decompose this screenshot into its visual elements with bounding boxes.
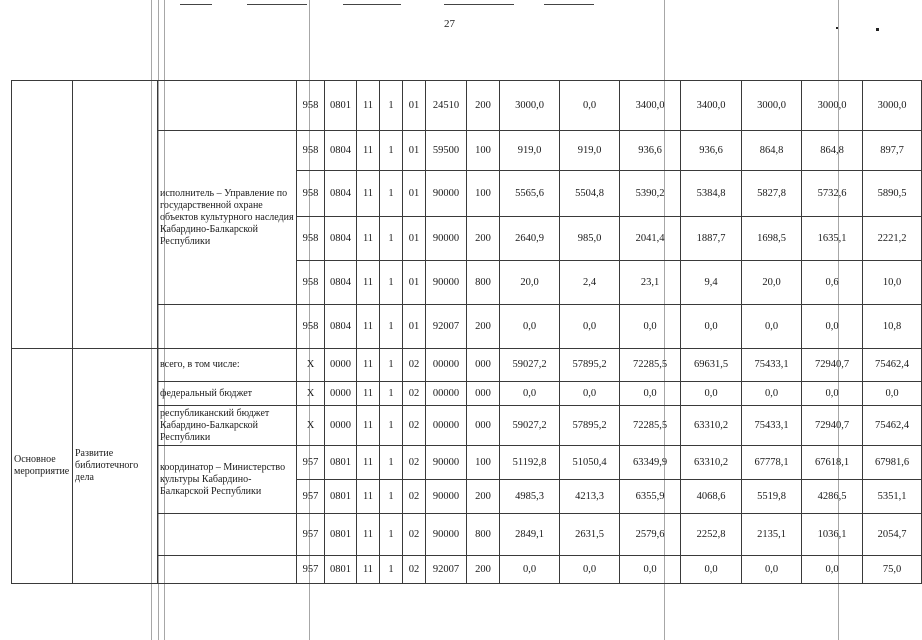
- table-cell: 10,0: [863, 261, 922, 305]
- table-cell: 1: [380, 514, 403, 556]
- table-cell: 100: [467, 446, 500, 480]
- table-cell: 02: [403, 556, 426, 584]
- table-cell: 0,0: [620, 305, 681, 349]
- table-cell: 00000: [426, 406, 467, 446]
- table-cell: 63310,2: [681, 446, 742, 480]
- table-cell: 1: [380, 480, 403, 514]
- table-cell: 0801: [325, 446, 357, 480]
- table-cell: 0,0: [742, 382, 802, 406]
- table-cell: 0,0: [560, 382, 620, 406]
- table-cell: 200: [467, 81, 500, 131]
- table-cell: 5732,6: [802, 171, 863, 217]
- table-cell: 0000: [325, 382, 357, 406]
- table-cell: 0,0: [802, 382, 863, 406]
- table-cell: 75433,1: [742, 349, 802, 382]
- measure-name-cell: Развитие библиотечного дела: [73, 349, 158, 584]
- table-cell: 957: [297, 480, 325, 514]
- table-cell: 2849,1: [500, 514, 560, 556]
- table-cell: 958: [297, 305, 325, 349]
- table-cell: 57895,2: [560, 349, 620, 382]
- table-cell: 90000: [426, 261, 467, 305]
- table-cell: 51050,4: [560, 446, 620, 480]
- executor-blank-cell: [158, 81, 297, 131]
- table-cell: 200: [467, 305, 500, 349]
- table-cell: 11: [357, 261, 380, 305]
- table-cell: X: [297, 406, 325, 446]
- table-cell: 20,0: [742, 261, 802, 305]
- table-cell: 958: [297, 81, 325, 131]
- scan-artifact: [180, 4, 212, 5]
- table-cell: 000: [467, 382, 500, 406]
- table-cell: 67618,1: [802, 446, 863, 480]
- table-cell: 92007: [426, 305, 467, 349]
- table-cell: 864,8: [802, 131, 863, 171]
- table-cell: 11: [357, 81, 380, 131]
- table-cell: 0,0: [560, 556, 620, 584]
- table-cell: 92007: [426, 556, 467, 584]
- table-cell: 72285,5: [620, 406, 681, 446]
- table-cell: 0801: [325, 480, 357, 514]
- table-cell: 00000: [426, 382, 467, 406]
- table-cell: 0,0: [681, 305, 742, 349]
- table-cell: 1: [380, 131, 403, 171]
- table-cell: 2,4: [560, 261, 620, 305]
- table-cell: 72940,7: [802, 406, 863, 446]
- table-cell: 936,6: [620, 131, 681, 171]
- table-cell: 0804: [325, 261, 357, 305]
- table-cell: 02: [403, 514, 426, 556]
- table-cell: 5390,2: [620, 171, 681, 217]
- table-cell: 01: [403, 81, 426, 131]
- table-cell: 0,0: [620, 556, 681, 584]
- table-cell: 5565,6: [500, 171, 560, 217]
- table-cell: 958: [297, 171, 325, 217]
- table-cell: 1: [380, 406, 403, 446]
- table-cell: 11: [357, 171, 380, 217]
- table-cell: 957: [297, 556, 325, 584]
- table-cell: 0801: [325, 81, 357, 131]
- table-cell: 3000,0: [802, 81, 863, 131]
- table-cell: 63310,2: [681, 406, 742, 446]
- table-cell: 1698,5: [742, 217, 802, 261]
- scan-artifact: [664, 0, 665, 640]
- table-cell: 72285,5: [620, 349, 681, 382]
- scan-artifact: [151, 0, 152, 640]
- table-cell: 0,0: [620, 382, 681, 406]
- table-cell: 0,0: [500, 305, 560, 349]
- table-cell: 5519,8: [742, 480, 802, 514]
- table-cell: 1: [380, 217, 403, 261]
- table-cell: 0,0: [742, 305, 802, 349]
- table-cell: 90000: [426, 514, 467, 556]
- table-cell: 5827,8: [742, 171, 802, 217]
- coordinator-cell: координатор – Министерство культуры Кабардино-Балкарской Республики: [158, 446, 297, 514]
- table-cell: 11: [357, 217, 380, 261]
- table-cell: 11: [357, 382, 380, 406]
- table-cell: 75462,4: [863, 349, 922, 382]
- table-cell: 0801: [325, 556, 357, 584]
- table-cell: 0804: [325, 305, 357, 349]
- scan-artifact: [158, 0, 159, 640]
- table-cell: 75462,4: [863, 406, 922, 446]
- table-cell: 100: [467, 171, 500, 217]
- table-cell: 11: [357, 556, 380, 584]
- table-cell: 4985,3: [500, 480, 560, 514]
- table-cell: 0000: [325, 349, 357, 382]
- funding-source-cell: федеральный бюджет: [158, 382, 297, 406]
- table-cell: 59500: [426, 131, 467, 171]
- table-cell: 01: [403, 171, 426, 217]
- budget-table: [11, 80, 922, 584]
- table-cell: 0801: [325, 514, 357, 556]
- table-cell: 51192,8: [500, 446, 560, 480]
- table-cell: 1635,1: [802, 217, 863, 261]
- table-cell: 5384,8: [681, 171, 742, 217]
- table-cell: 0,0: [802, 305, 863, 349]
- table-cell: 0000: [325, 406, 357, 446]
- table-cell: 0804: [325, 171, 357, 217]
- table-cell: 919,0: [560, 131, 620, 171]
- measure-name-cell: [73, 81, 158, 349]
- table-cell: 1: [380, 446, 403, 480]
- table-cell: 9,4: [681, 261, 742, 305]
- table-cell: 02: [403, 382, 426, 406]
- table-cell: 02: [403, 349, 426, 382]
- table-cell: 59027,2: [500, 349, 560, 382]
- table-cell: 1: [380, 171, 403, 217]
- page-number: 27: [444, 18, 455, 30]
- table-cell: 5890,5: [863, 171, 922, 217]
- table-cell: 864,8: [742, 131, 802, 171]
- table-cell: 90000: [426, 480, 467, 514]
- table-cell: 20,0: [500, 261, 560, 305]
- table-cell: 69631,5: [681, 349, 742, 382]
- table-cell: 0,0: [500, 556, 560, 584]
- table-cell: 985,0: [560, 217, 620, 261]
- table-cell: 0,0: [500, 382, 560, 406]
- table-cell: 2579,6: [620, 514, 681, 556]
- table-cell: 67981,6: [863, 446, 922, 480]
- table-cell: 72940,7: [802, 349, 863, 382]
- scan-artifact: [309, 0, 310, 640]
- table-cell: 100: [467, 131, 500, 171]
- table-cell: 3400,0: [620, 81, 681, 131]
- table-cell: 63349,9: [620, 446, 681, 480]
- table-cell: 800: [467, 261, 500, 305]
- table-cell: 75433,1: [742, 406, 802, 446]
- table-cell: 957: [297, 514, 325, 556]
- table-cell: 000: [467, 349, 500, 382]
- table-cell: 5351,1: [863, 480, 922, 514]
- table-cell: X: [297, 349, 325, 382]
- table-cell: 10,8: [863, 305, 922, 349]
- table-cell: 2252,8: [681, 514, 742, 556]
- table-cell: 11: [357, 305, 380, 349]
- table-cell: 75,0: [863, 556, 922, 584]
- table-cell: 57895,2: [560, 406, 620, 446]
- table-cell: 0,0: [681, 382, 742, 406]
- coordinator-blank-cell: [158, 514, 297, 556]
- table-cell: 2640,9: [500, 217, 560, 261]
- status-cell: Основное мероприятие: [12, 349, 73, 584]
- table-cell: 3000,0: [500, 81, 560, 131]
- table-cell: 0,0: [863, 382, 922, 406]
- table-cell: 23,1: [620, 261, 681, 305]
- scan-artifact: [343, 4, 401, 5]
- table-cell: 1: [380, 556, 403, 584]
- table-cell: X: [297, 382, 325, 406]
- table-cell: 2054,7: [863, 514, 922, 556]
- status-cell: [12, 81, 73, 349]
- table-cell: 0,0: [802, 556, 863, 584]
- table-cell: 958: [297, 261, 325, 305]
- table-cell: 01: [403, 305, 426, 349]
- table-cell: 919,0: [500, 131, 560, 171]
- table-cell: 0,0: [681, 556, 742, 584]
- table-cell: 958: [297, 217, 325, 261]
- table-row: [12, 81, 922, 131]
- table-cell: 02: [403, 406, 426, 446]
- table-cell: 90000: [426, 217, 467, 261]
- table-cell: 4068,6: [681, 480, 742, 514]
- table-cell: 67778,1: [742, 446, 802, 480]
- table-cell: 936,6: [681, 131, 742, 171]
- table-cell: 000: [467, 406, 500, 446]
- table-cell: 2221,2: [863, 217, 922, 261]
- table-cell: 0804: [325, 131, 357, 171]
- table-cell: 2041,4: [620, 217, 681, 261]
- table-cell: 11: [357, 514, 380, 556]
- table-cell: 2135,1: [742, 514, 802, 556]
- table-cell: 3400,0: [681, 81, 742, 131]
- table-cell: 6355,9: [620, 480, 681, 514]
- table-cell: 1036,1: [802, 514, 863, 556]
- table-cell: 5504,8: [560, 171, 620, 217]
- coordinator-blank-cell: [158, 556, 297, 584]
- table-cell: 11: [357, 446, 380, 480]
- scan-artifact: [247, 4, 307, 5]
- table-cell: 0,0: [742, 556, 802, 584]
- table-cell: 00000: [426, 349, 467, 382]
- table-cell: 01: [403, 261, 426, 305]
- table-cell: 1: [380, 305, 403, 349]
- table-cell: 01: [403, 217, 426, 261]
- table-cell: 0,6: [802, 261, 863, 305]
- table-cell: 3000,0: [742, 81, 802, 131]
- table-cell: 200: [467, 556, 500, 584]
- table-cell: 1: [380, 81, 403, 131]
- table-cell: 11: [357, 131, 380, 171]
- table-cell: 11: [357, 406, 380, 446]
- executor-blank-cell: [158, 305, 297, 349]
- table-cell: 4286,5: [802, 480, 863, 514]
- table-cell: 957: [297, 446, 325, 480]
- table-cell: 4213,3: [560, 480, 620, 514]
- table-cell: 0,0: [560, 305, 620, 349]
- table-cell: 0,0: [560, 81, 620, 131]
- table-cell: 0804: [325, 217, 357, 261]
- table-cell: 01: [403, 131, 426, 171]
- table-cell: 2631,5: [560, 514, 620, 556]
- table-cell: 1: [380, 349, 403, 382]
- table-cell: 3000,0: [863, 81, 922, 131]
- table-cell: 59027,2: [500, 406, 560, 446]
- table-cell: 1887,7: [681, 217, 742, 261]
- table-cell: 02: [403, 480, 426, 514]
- table-cell: 897,7: [863, 131, 922, 171]
- scan-artifact: [444, 4, 514, 5]
- table-cell: 11: [357, 480, 380, 514]
- table-cell: 11: [357, 349, 380, 382]
- table-cell: 200: [467, 217, 500, 261]
- scan-artifact: [164, 0, 165, 640]
- scan-artifact: [544, 4, 594, 5]
- funding-source-cell: республиканский бюджет Кабардино-Балкарской Республики: [158, 406, 297, 446]
- table-cell: 200: [467, 480, 500, 514]
- table-cell: 800: [467, 514, 500, 556]
- funding-source-cell: всего, в том числе:: [158, 349, 297, 382]
- table-cell: 958: [297, 131, 325, 171]
- table-cell: 02: [403, 446, 426, 480]
- table-row: [12, 349, 922, 382]
- table-cell: 24510: [426, 81, 467, 131]
- table-cell: 90000: [426, 171, 467, 217]
- executor-cell: исполнитель – Управление по государственной охране объектов культурного наследия Кабардино-Балкарской Республики: [158, 131, 297, 305]
- table-cell: 90000: [426, 446, 467, 480]
- table-cell: 1: [380, 261, 403, 305]
- scan-artifact: [876, 28, 879, 31]
- scan-artifact: [838, 0, 839, 640]
- table-cell: 1: [380, 382, 403, 406]
